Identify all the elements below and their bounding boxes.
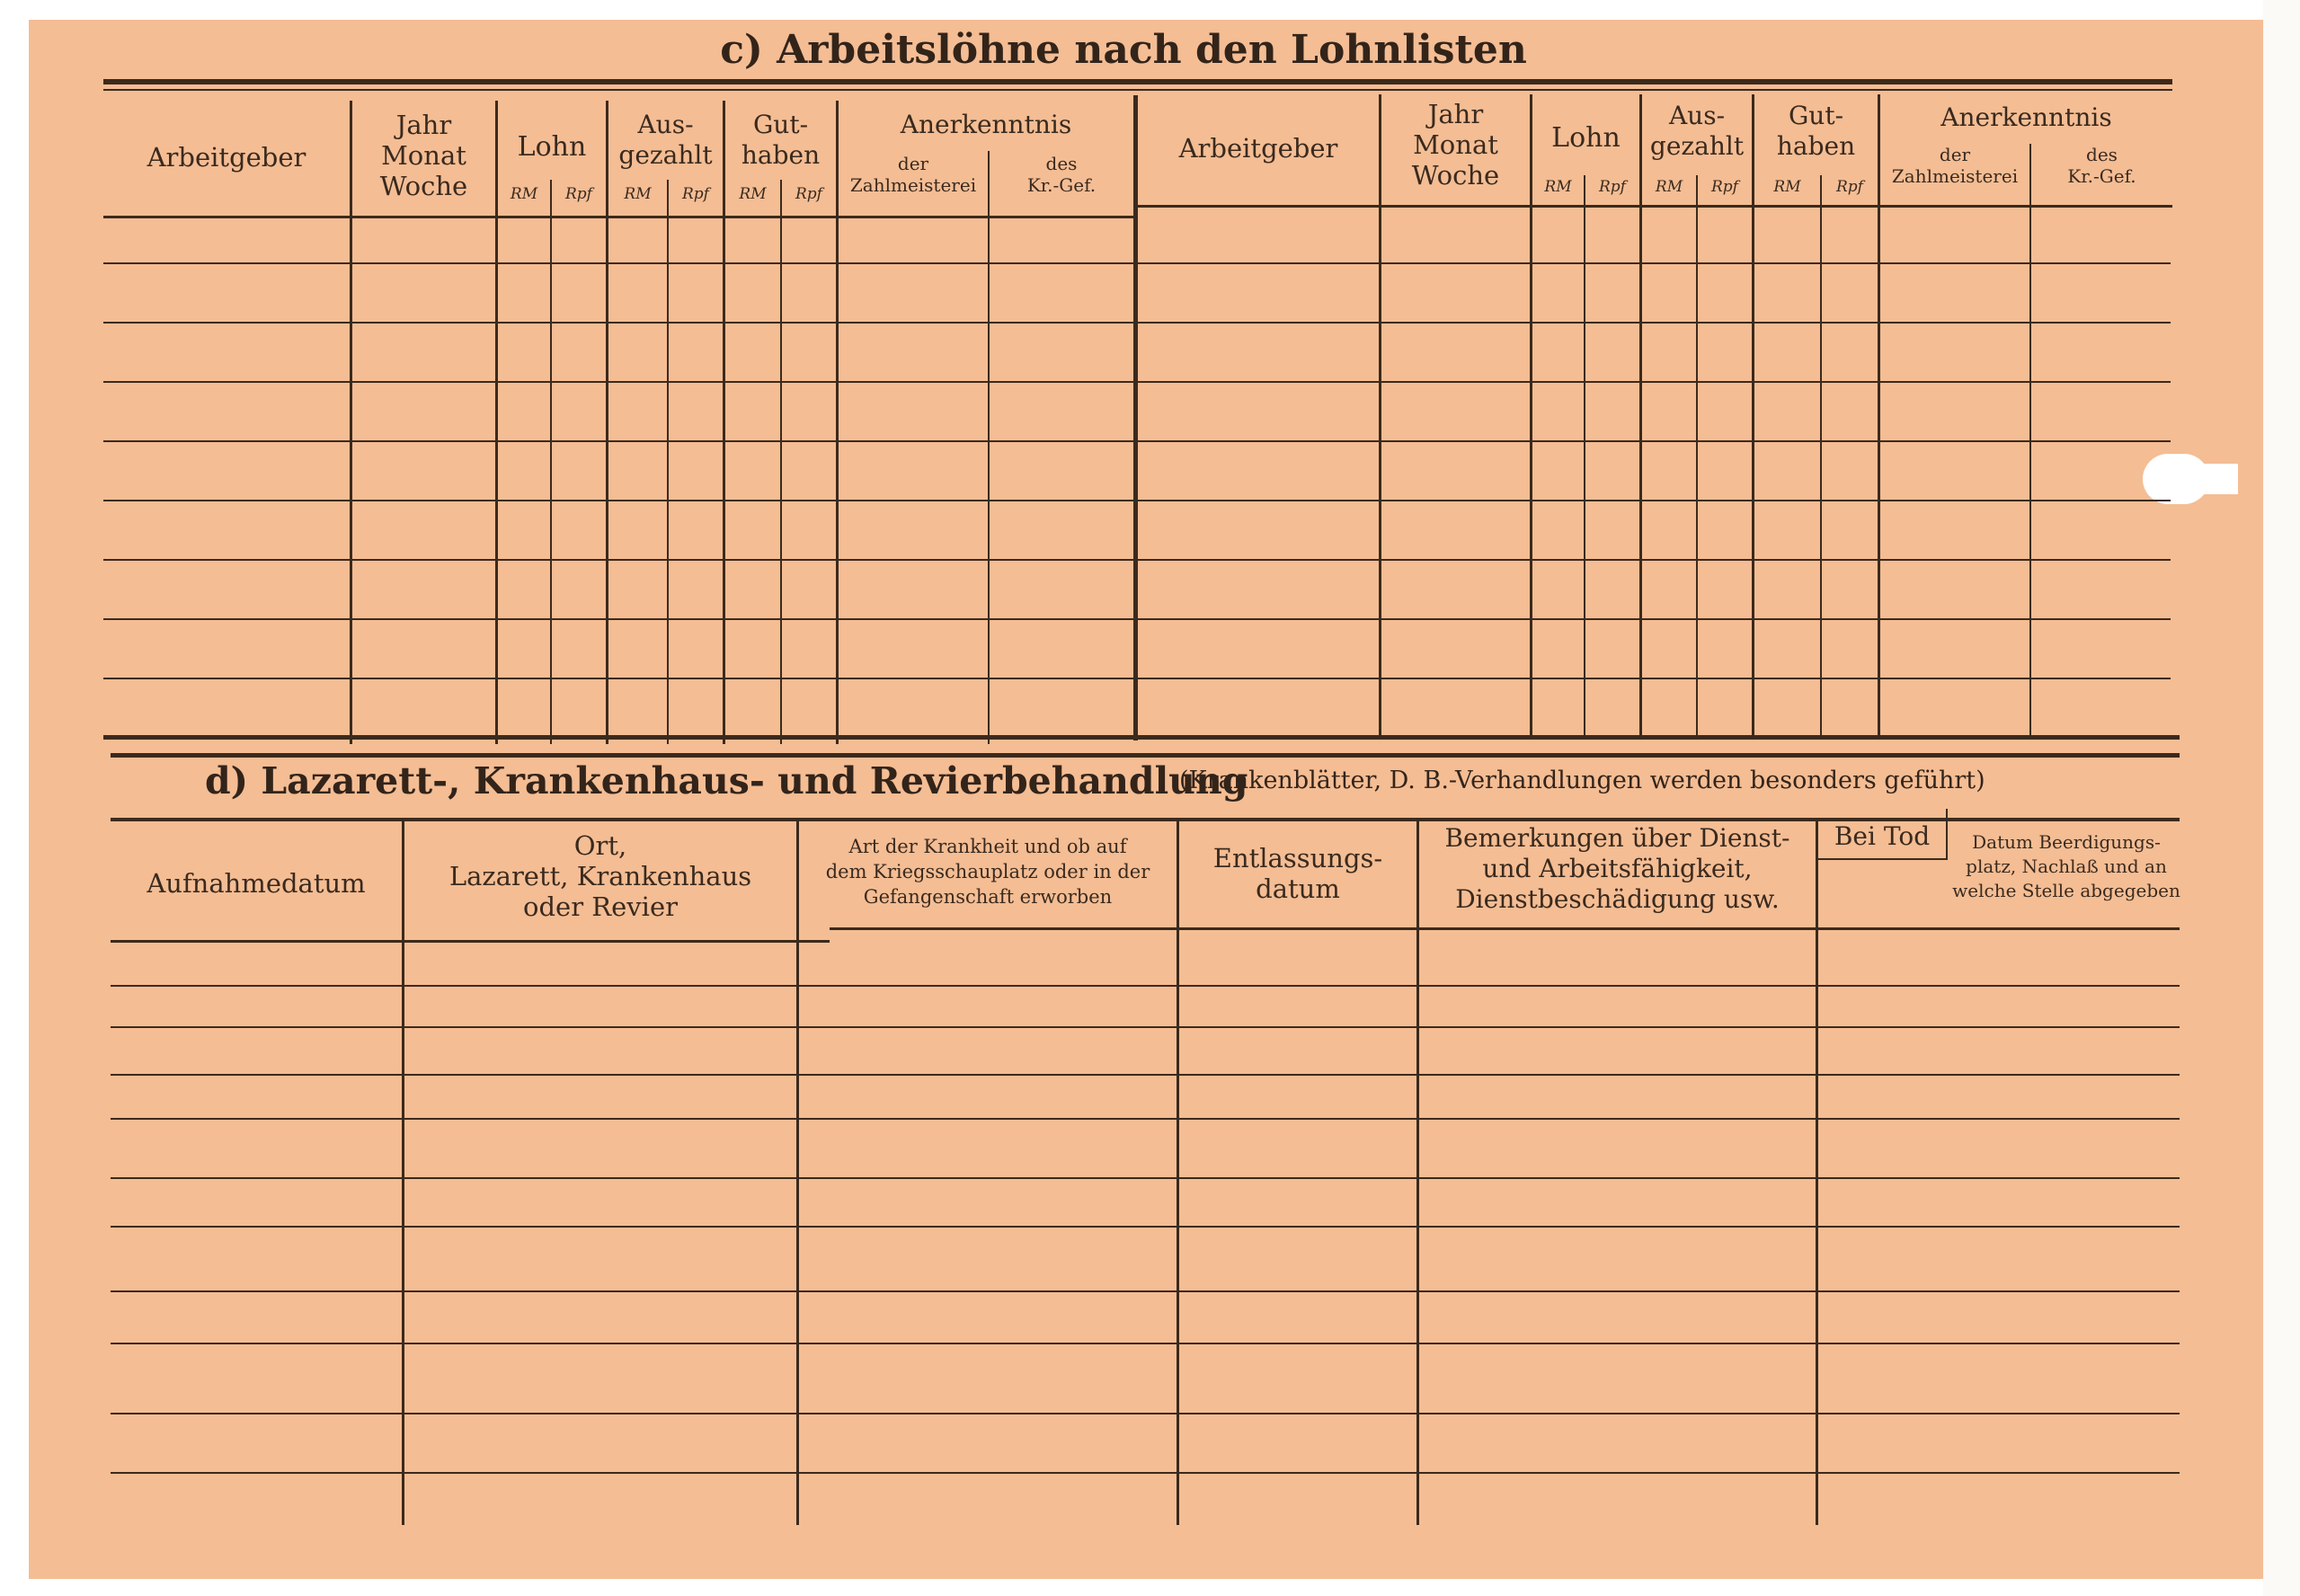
- header-ort: Ort, Lazarett, Krankenhaus oder Revier: [448, 830, 752, 922]
- header-rm: RM: [739, 185, 767, 203]
- header-rm: RM: [1773, 178, 1801, 196]
- d-row-line: [111, 1226, 2180, 1228]
- header-rpf: Rpf: [1836, 178, 1863, 196]
- header-anerkenntnis: Anerkenntnis: [900, 110, 1072, 139]
- header-ausgezahlt: Aus- gezahlt: [1649, 101, 1745, 161]
- d-row-line: [111, 1177, 2180, 1179]
- d-col-line: [1816, 820, 1818, 1525]
- d-row-line: [111, 1343, 2180, 1344]
- punch-hole-notch: [2184, 464, 2238, 494]
- section-d-header-bottom-left: [111, 940, 830, 943]
- c-col-line-sub: [2029, 144, 2031, 737]
- bei-tod-box-bottom: [1818, 858, 1947, 860]
- header-rm: RM: [510, 185, 538, 203]
- header-lohn: Lohn: [517, 131, 587, 163]
- c-col-line-sub: [1584, 175, 1585, 737]
- d-row-line: [111, 1074, 2180, 1076]
- header-des-kr-gef: des Kr.-Gef.: [1026, 153, 1097, 196]
- bei-tod-box-right: [1946, 809, 1948, 860]
- section-c-title: c) Arbeitslöhne nach den Lohnlisten: [720, 27, 1527, 73]
- header-des-kr-gef: des Kr.-Gef.: [2067, 144, 2136, 187]
- header-rm: RM: [1655, 178, 1683, 196]
- c-col-line-sub: [988, 151, 990, 744]
- header-jahr-monat-woche: Jahr Monat Woche: [379, 110, 468, 201]
- scan-edge: [2263, 0, 2300, 1596]
- header-entlassungsdatum: Entlassungs- datum: [1212, 843, 1383, 904]
- d-row-line: [111, 1118, 2180, 1120]
- header-guthaben: Gut- haben: [1776, 101, 1856, 161]
- header-art-der-krankheit: Art der Krankheit und ob auf dem Kriegsschauplatz oder in der Gefangenschaft erworben: [825, 836, 1150, 908]
- d-row-line: [111, 1026, 2180, 1028]
- header-jahr-monat-woche: Jahr Monat Woche: [1411, 99, 1500, 191]
- header-arbeitgeber: Arbeitgeber: [1178, 133, 1338, 164]
- header-guthaben: Gut- haben: [741, 110, 821, 170]
- header-rpf: Rpf: [795, 185, 822, 203]
- d-col-line: [1416, 820, 1419, 1525]
- section-d-title: d) Lazarett-, Krankenhaus- und Revierbehandlung: [205, 759, 1248, 802]
- d-row-line: [111, 1290, 2180, 1292]
- c-col-line: [836, 101, 839, 744]
- section-c-top-border-2: [103, 89, 2172, 91]
- header-der-zahlmeisterei: der Zahlmeisterei: [849, 153, 977, 196]
- section-c-bottom-border: [103, 735, 2180, 740]
- header-rpf: Rpf: [682, 185, 709, 203]
- header-rpf: Rpf: [565, 185, 592, 203]
- header-rpf: Rpf: [1711, 178, 1738, 196]
- c-col-line-sub: [667, 180, 669, 744]
- header-rm: RM: [624, 185, 652, 203]
- d-row-line: [111, 985, 2180, 987]
- section-c-header-bottom-right: [1135, 205, 2172, 208]
- c-col-line: [1878, 94, 1880, 737]
- section-c-header-bottom-left: [103, 216, 1135, 218]
- c-col-line-sub: [1696, 175, 1698, 737]
- d-col-line: [796, 820, 799, 1525]
- c-col-line-sub: [550, 180, 552, 744]
- header-lohn: Lohn: [1551, 122, 1621, 154]
- header-ausgezahlt: Aus- gezahlt: [618, 110, 713, 170]
- section-d-subtitle: (Krankenblätter, D. B.-Verhandlungen werden besonders geführt): [1179, 767, 1985, 794]
- header-der-zahlmeisterei: der Zahlmeisterei: [1891, 144, 2019, 187]
- header-rpf: Rpf: [1599, 178, 1626, 196]
- header-bemerkungen: Bemerkungen über Dienst- und Arbeitsfähigkeit, Dienstbeschädigung usw.: [1444, 823, 1790, 914]
- section-d-top-border: [111, 753, 2180, 758]
- c-col-line-sub: [780, 180, 782, 744]
- section-c-top-border: [103, 79, 2172, 84]
- d-row-line: [111, 1413, 2180, 1414]
- header-aufnahmedatum: Aufnahmedatum: [147, 868, 366, 899]
- d-col-line: [402, 820, 404, 1525]
- section-d-header-bottom-right: [830, 927, 2180, 930]
- header-anerkenntnis: Anerkenntnis: [1940, 102, 2112, 132]
- header-bei-tod: Bei Tod: [1834, 821, 1931, 851]
- c-col-line-sub: [1820, 175, 1822, 737]
- d-col-line: [1177, 820, 1179, 1525]
- c-col-line: [1379, 94, 1381, 737]
- d-row-line: [111, 1472, 2180, 1474]
- header-rm: RM: [1544, 178, 1572, 196]
- header-arbeitgeber: Arbeitgeber: [147, 142, 306, 173]
- c-col-divider-center: [1133, 95, 1138, 740]
- header-datum-beerdigung: Datum Beerdigungs- platz, Nachlaß und an welche Stelle abgegeben: [1952, 831, 2180, 901]
